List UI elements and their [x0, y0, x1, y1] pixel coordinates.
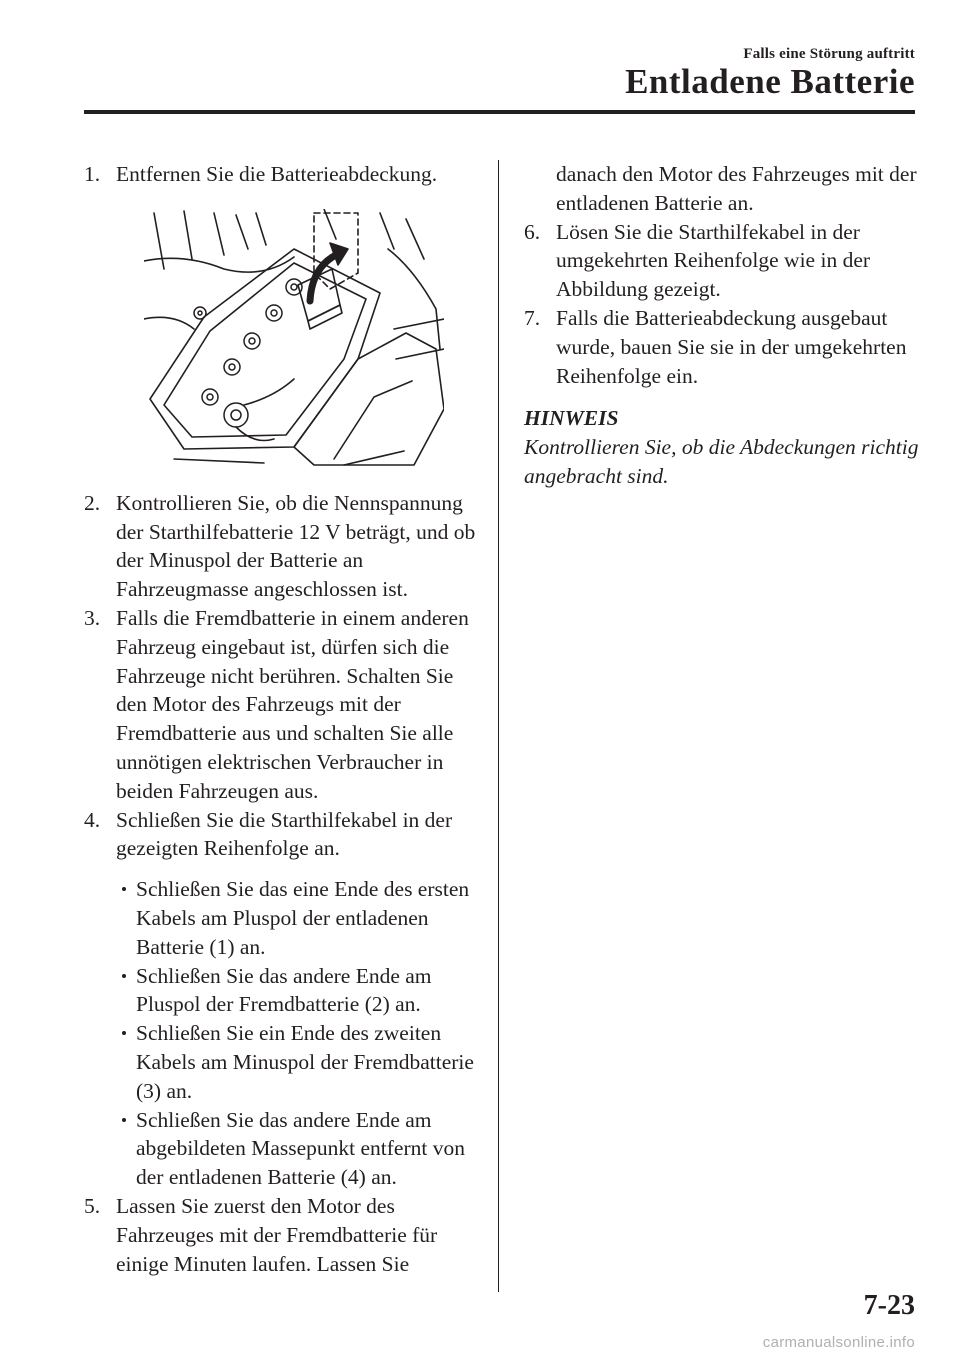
step-number: 7.: [524, 305, 541, 330]
bullet-dot: [122, 1031, 126, 1035]
step-number: 3.: [84, 605, 101, 630]
list-item: [84, 1019, 476, 1105]
step-2: [84, 489, 476, 604]
header-rule: [84, 110, 915, 114]
step-6: [524, 218, 919, 304]
bullet-text: Schließen Sie ein Ende des zweiten Kabels am Minuspol der Fremdbatterie (3) an.: [136, 1021, 474, 1103]
step-1: [84, 160, 476, 189]
note-heading: HINWEIS: [524, 406, 619, 431]
bullet-dot: [122, 1118, 126, 1122]
step-3: [84, 604, 476, 806]
right-column: [524, 160, 919, 491]
bullet-text: Schließen Sie das andere Ende am abgebildeten Massepunkt entfernt von der entladenen Batterie (4) an.: [136, 1107, 465, 1190]
bullet-text: Schließen Sie das eine Ende des ersten Kabels am Pluspol der entladenen Batterie (1) an.: [136, 877, 470, 959]
step-5: [84, 1192, 476, 1278]
bullet-dot: [122, 974, 126, 978]
list-item: [84, 875, 476, 961]
step-number: 5.: [84, 1193, 101, 1218]
step-text: Falls die Fremdbatterie in einem anderen Fahrzeug eingebaut ist, dürfen sich die Fahrzeuge nicht berühren. Schalten Sie den Motor des Fahrzeugs mit der Fremdbatterie aus und schalten Sie alle unnötigen elektrischen Verbraucher in beiden Fahrzeugen aus.: [116, 605, 469, 803]
step-text: Schließen Sie die Starthilfekabel in der gezeigten Reihenfolge an.: [116, 807, 453, 861]
battery-cover-illustration: [144, 209, 444, 471]
left-column: [84, 160, 476, 1278]
page-number: 7-23: [863, 1290, 915, 1321]
list-item: [84, 1106, 476, 1192]
step-4: [84, 806, 476, 864]
step-number: 2.: [84, 490, 101, 515]
step-text: danach den Motor des Fahrzeuges mit der entladenen Batterie an.: [556, 162, 917, 215]
step-text: Kontrollieren Sie, ob die Nennspannung der Starthilfebatterie 12 V beträgt, und ob der Minuspol der Batterie an Fahrzeugmasse angeschlossen ist.: [116, 490, 476, 602]
watermark: carmanualsonline.info: [762, 1334, 915, 1351]
chapter-title: Falls eine Störung auftritt: [743, 46, 915, 62]
note-text: Kontrollieren Sie, ob die Abdeckungen richtig angebracht sind.: [524, 435, 919, 488]
step-text: Falls die Batterieabdeckung ausgebaut wurde, bauen Sie sie in der umgekehrten Reihenfolge ein.: [556, 305, 907, 388]
bullet-text: Schließen Sie das andere Ende am Pluspol der Fremdbatterie (2) an.: [136, 963, 432, 1017]
bullet-dot: [122, 887, 126, 891]
step-text: Lösen Sie die Starthilfekabel in der umgekehrten Reihenfolge wie in der Abbildung gezeigt.: [556, 219, 871, 302]
step-number: 6.: [524, 219, 541, 244]
section-title: Entladene Batterie: [625, 62, 915, 101]
step-text: Entfernen Sie die Batterieabdeckung.: [116, 162, 438, 186]
step-5-continued: [524, 160, 919, 218]
step-number: 4.: [84, 807, 101, 832]
step-text: Lassen Sie zuerst den Motor des Fahrzeuges mit der Fremdbatterie für einige Minuten laufen. Lassen Sie: [116, 1193, 438, 1276]
step-7: [524, 304, 919, 390]
step-number: 1.: [84, 162, 101, 186]
column-divider: [498, 160, 499, 1292]
list-item: [84, 962, 476, 1020]
